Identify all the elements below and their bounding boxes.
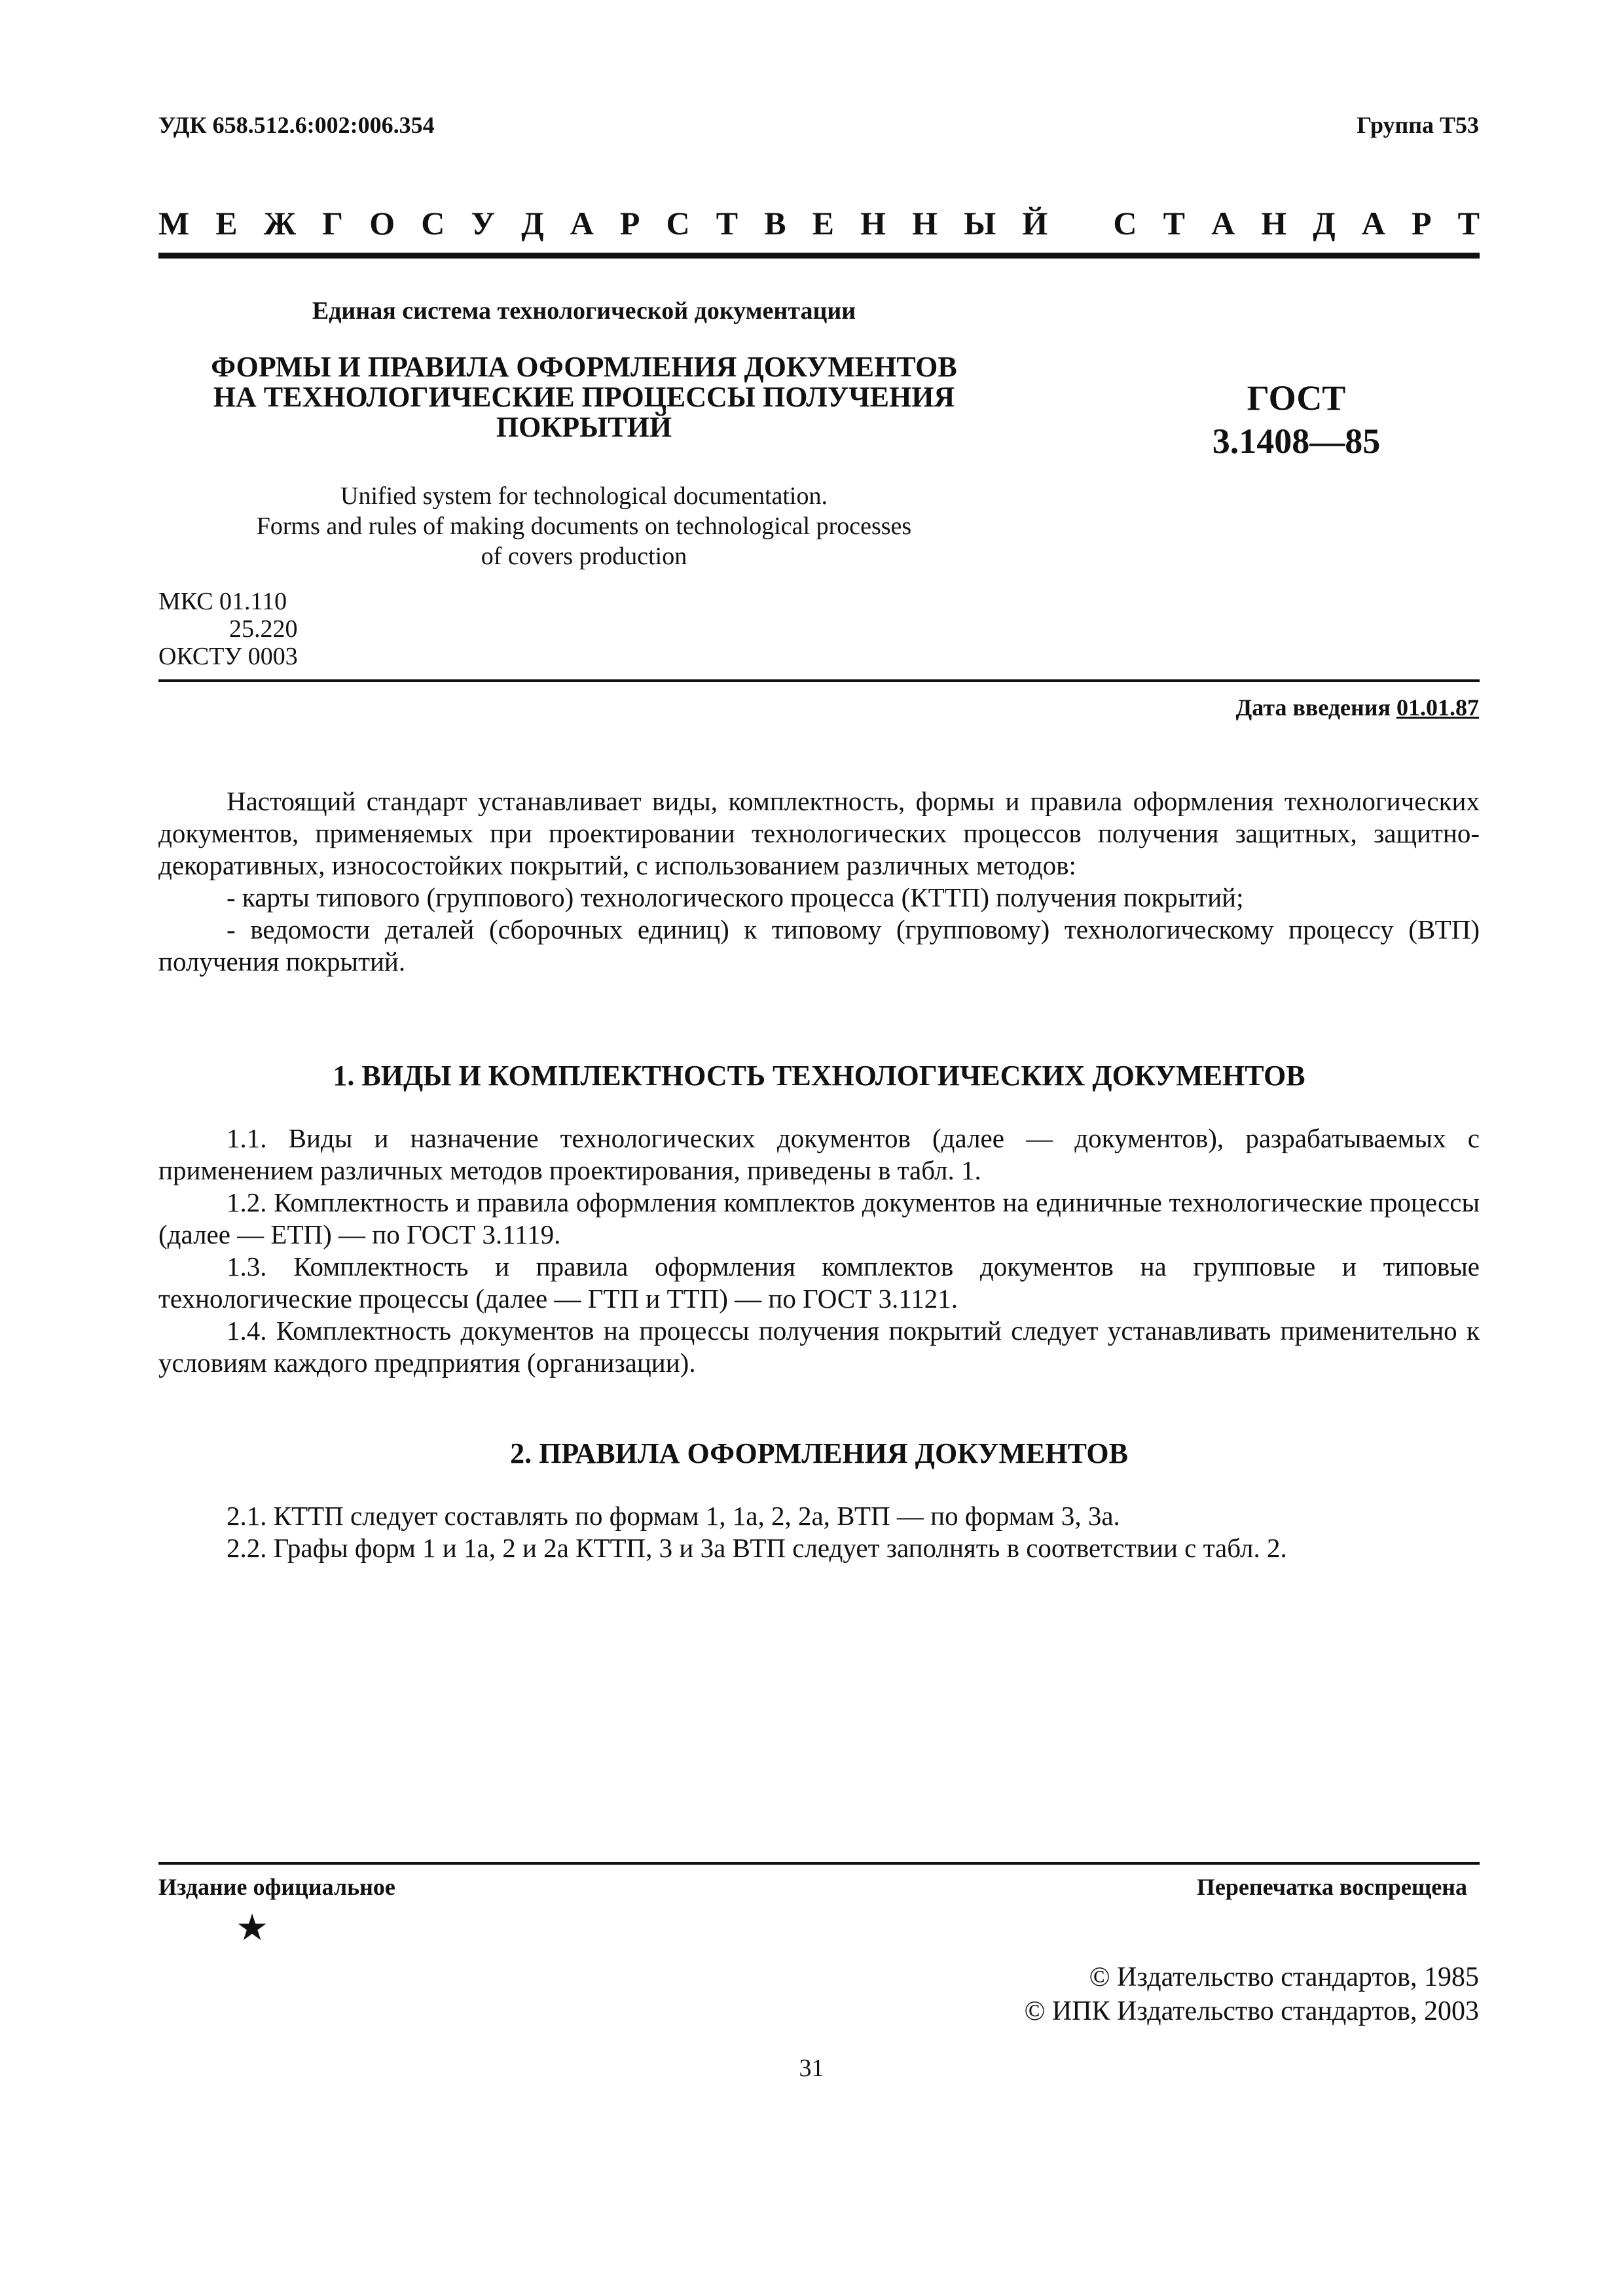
- system-name: Единая система технологической документации: [312, 297, 856, 325]
- banner-letter: С: [666, 205, 690, 242]
- title-line: ПОКРЫТИЙ: [496, 411, 672, 443]
- banner-letter: С: [1113, 205, 1137, 242]
- interstate-standard-banner: [158, 204, 1480, 242]
- introduction-date: [1236, 694, 1480, 721]
- banner-letter: Т: [1163, 205, 1185, 242]
- banner-letter: Т: [1457, 205, 1480, 242]
- banner-gap: [1074, 204, 1087, 242]
- star-icon: ★: [236, 1908, 269, 1948]
- banner-letter: Т: [716, 205, 739, 242]
- clause: 2.2. Графы форм 1 и 1а, 2 и 2а КТТП, 3 и 3а ВТП следует заполнять в соответствии с табл. 2.: [227, 1533, 1287, 1563]
- copyright-line: © Издательство стандартов, 1985: [1089, 1962, 1479, 1992]
- banner-letter: Г: [322, 205, 344, 242]
- okstu-code: ОКСТУ 0003: [158, 643, 298, 670]
- reprint-prohibited: Перепечатка воспрещена: [1196, 1874, 1467, 1900]
- banner-letter: Р: [619, 205, 640, 242]
- clause: 1.1. Виды и назначение технологических документов (далее — документов), разрабатываемых с применением различных методов проектирования, приведены в табл. 1.: [158, 1123, 1480, 1185]
- section-heading: 2. ПРАВИЛА ОФОРМЛЕНИЯ ДОКУМЕНТОВ: [510, 1437, 1128, 1469]
- header-divider: [158, 679, 1480, 682]
- english-line: of covers production: [481, 543, 687, 570]
- mks-code-secondary: 25.220: [229, 615, 298, 643]
- banner-letter: М: [158, 205, 190, 242]
- banner-letter: У: [471, 205, 496, 242]
- banner-letter: Н: [1261, 205, 1287, 242]
- banner-rule: [158, 253, 1480, 259]
- banner-letter: А: [570, 205, 594, 242]
- english-line: Unified system for technological documentation.: [340, 482, 828, 510]
- paragraph: Настоящий стандарт устанавливает виды, комплектность, формы и правила оформления технологических документов, применяемых при проектировании технологических процессов получения защитных, защитно-декоративных, износостойких покрытий, с использованием различных методов:: [158, 786, 1480, 880]
- gost-code: 3.1408—85: [1212, 422, 1381, 461]
- gost-label: ГОСТ: [1247, 378, 1346, 418]
- banner-letter: Е: [812, 205, 835, 242]
- date-label: Дата введения: [1235, 694, 1391, 721]
- copyright-line: © ИПК Издательство стандартов, 2003: [1024, 1996, 1479, 2026]
- banner-letter: Д: [521, 205, 544, 242]
- clause: 1.3. Комплектность и правила оформления комплектов документов на групповые и типовые технологические процессы (далее — ГТП и ТТП) — по ГОСТ 3.1121.: [158, 1251, 1480, 1314]
- copyright: [1024, 1960, 1479, 2028]
- banner-letter: Н: [912, 205, 938, 242]
- title-line: НА ТЕХНОЛОГИЧЕСКИЕ ПРОЦЕССЫ ПОЛУЧЕНИЯ: [213, 381, 955, 413]
- official-edition: Издание официальное: [158, 1874, 395, 1900]
- banner-letter: Н: [860, 205, 886, 242]
- clause: 1.2. Комплектность и правила оформления комплектов документов на единичные технологические процессы (далее — ЕТП) — по ГОСТ 3.1119.: [158, 1187, 1480, 1249]
- udk-code: УДК 658.512.6:002:006.354: [158, 112, 435, 138]
- gost-number: [1178, 376, 1414, 463]
- banner-letter: Ы: [964, 205, 996, 242]
- banner-letter: В: [764, 205, 786, 242]
- banner-letter: Е: [215, 205, 238, 242]
- banner-letter: О: [369, 205, 395, 242]
- classification-codes: [158, 588, 298, 670]
- title-line: ФОРМЫ И ПРАВИЛА ОФОРМЛЕНИЯ ДОКУМЕНТОВ: [211, 351, 957, 383]
- banner-letter: Ж: [263, 205, 297, 242]
- intro-text: [158, 785, 1480, 978]
- banner-letter: С: [421, 205, 445, 242]
- group-code: Группа Т53: [1357, 112, 1479, 138]
- footer-divider: [158, 1862, 1480, 1865]
- banner-letter: А: [1211, 205, 1235, 242]
- banner-letter: А: [1361, 205, 1385, 242]
- section-1-text: [158, 1122, 1480, 1379]
- english-line: Forms and rules of making documents on technological processes: [256, 512, 912, 540]
- english-title: [158, 481, 1010, 571]
- document-title: [158, 352, 1010, 442]
- banner-letter: Й: [1022, 205, 1048, 242]
- clause: 2.1. КТТП следует составлять по формам 1, 1а, 2, 2а, ВТП — по формам 3, 3а.: [227, 1501, 1120, 1531]
- section-heading: 1. ВИДЫ И КОМПЛЕКТНОСТЬ ТЕХНОЛОГИЧЕСКИХ ДОКУМЕНТОВ: [333, 1060, 1305, 1092]
- section-2-text: [158, 1500, 1480, 1564]
- mks-code: МКС 01.110: [158, 588, 287, 615]
- page-number: 31: [799, 2054, 824, 2082]
- banner-letter: Д: [1313, 205, 1336, 242]
- list-item: - карты типового (группового) технологического процесса (КТТП) получения покрытий;: [227, 882, 1244, 912]
- date-value: 01.01.87: [1396, 694, 1479, 721]
- banner-letter: Р: [1411, 205, 1432, 242]
- list-item: - ведомости деталей (сборочных единиц) к типовому (групповому) технологическому процессу (ВТП) получения покрытий.: [158, 914, 1480, 977]
- clause: 1.4. Комплектность документов на процессы получения покрытий следует устанавливать применительно к условиям каждого предприятия (организации).: [158, 1316, 1480, 1378]
